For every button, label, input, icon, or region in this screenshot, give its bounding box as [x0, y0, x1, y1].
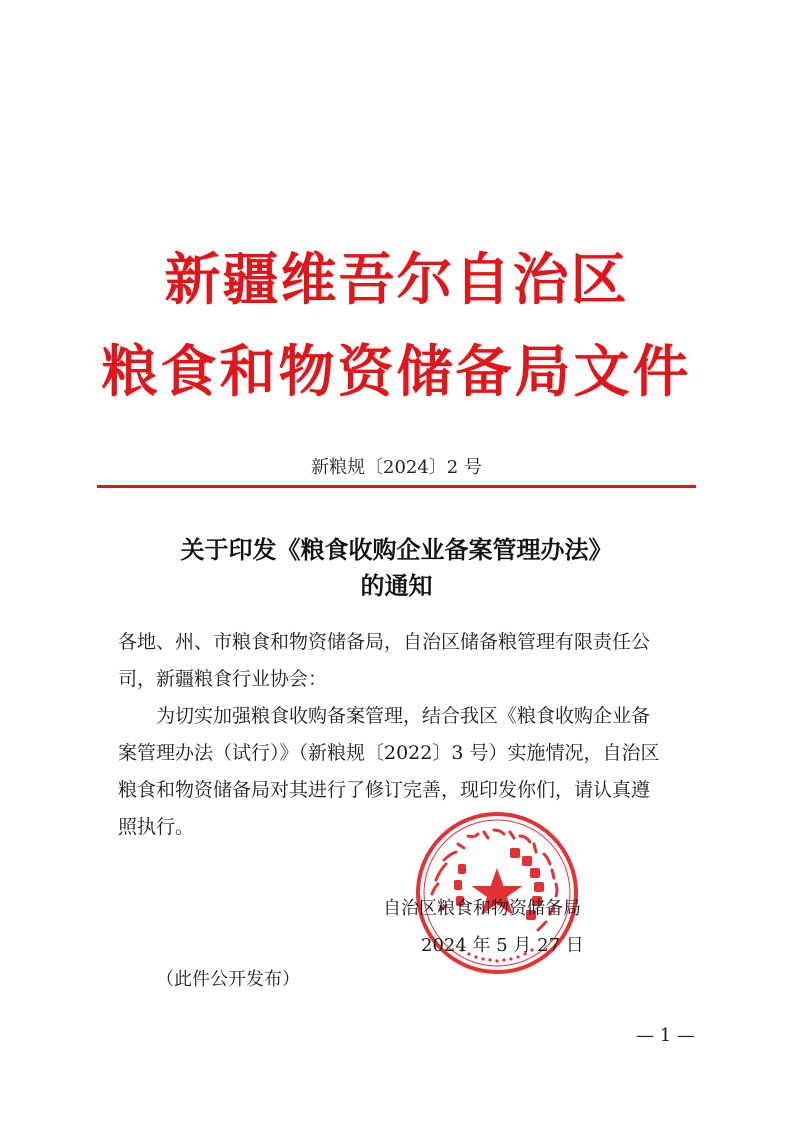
body-line-3: 粮食和物资储备局对其进行了修订完善，现印发你们，请认真遵	[118, 779, 651, 801]
signature-date: 2024 年 5 月 27 日	[421, 935, 584, 956]
addressee-block	[118, 624, 698, 698]
document-title-line-2: 的通知	[360, 571, 433, 600]
body-line-4: 照执行。	[118, 816, 195, 838]
body-line-2: 案管理办法（试行）》（新粮规〔2022〕3 号）实施情况，自治区	[118, 742, 660, 764]
body-line-1: 为切实加强粮食收购备案管理，结合我区《粮食收购企业备	[156, 705, 651, 727]
signature-organization: 自治区粮食和物资储备局	[383, 898, 581, 919]
issuer-header-line-2: 粮食和物资储备局文件	[101, 339, 692, 405]
red-divider-line	[97, 485, 696, 488]
page-number: — 1 —	[636, 1025, 695, 1046]
addressee-line-1: 各地、州、市粮食和物资储备局，自治区储备粮管理有限责任公	[118, 631, 651, 653]
body-paragraph	[118, 698, 698, 846]
addressee-line-2: 司，新疆粮食行业协会：	[118, 668, 328, 690]
document-title-line-1: 关于印发《粮食收购企业备案管理办法》	[180, 535, 613, 564]
publish-note: （此件公开发布）	[156, 969, 300, 990]
issuer-header-line-1: 新疆维吾尔自治区	[164, 247, 629, 313]
document-number: 新粮规〔2024〕2 号	[311, 457, 482, 478]
